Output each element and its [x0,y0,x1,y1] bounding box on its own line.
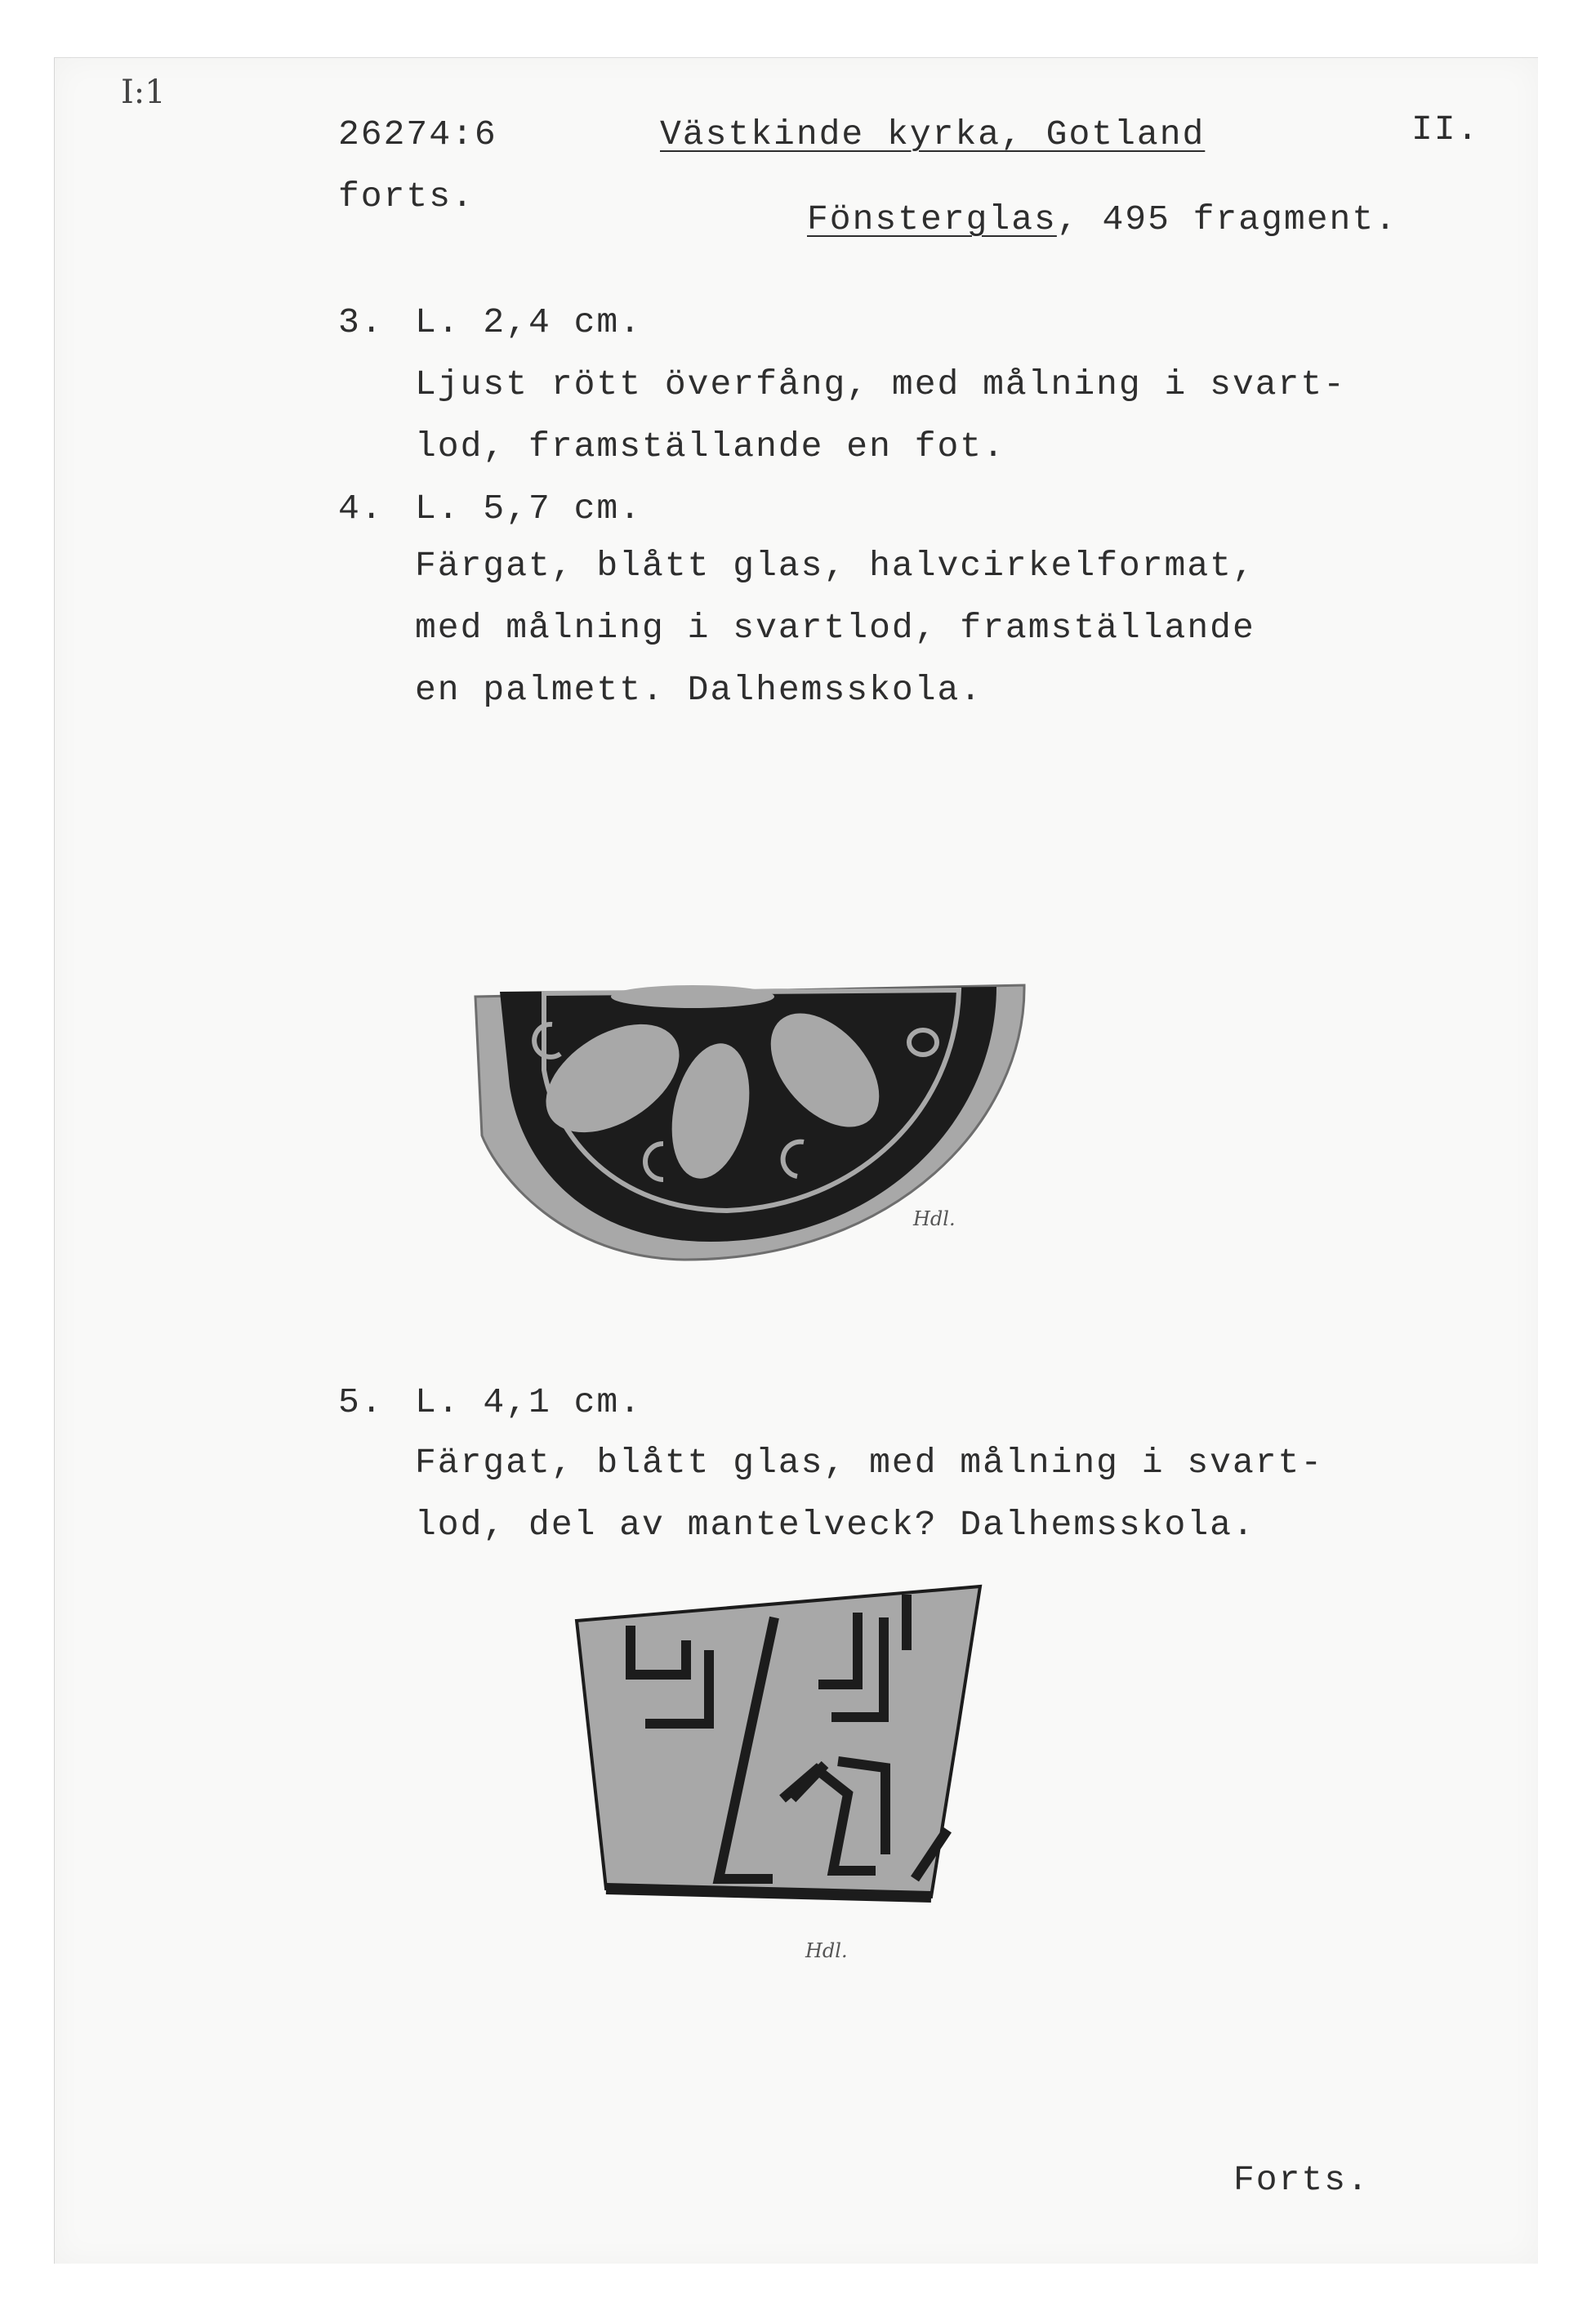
entry-line: Färgat, blått glas, med målning i svart- [415,1443,1324,1483]
entry-size: L. 5,7 cm. [415,489,643,529]
entry-size: L. 2,4 cm. [415,302,643,342]
sheet-number: II. [1411,109,1480,149]
palmette-fragment-drawing [474,972,1045,1266]
object-type: Fönsterglas [807,199,1057,239]
entry-number: 3. [338,302,384,342]
inventory-number: 26274:6 [338,114,497,154]
entry-line: en palmett. Dalhemsskola. [415,670,983,710]
drawing-caption: Hdl. [913,1207,956,1230]
object-count: , 495 fragment. [1056,199,1398,239]
object-heading [807,199,1398,239]
entry-line: Ljust rött överfång, med målning i svart- [415,364,1346,404]
drawing-caption: Hdl. [805,1939,848,1962]
entry-size: L. 4,1 cm. [415,1382,643,1422]
entry-line: med målning i svartlod, framställande [415,608,1255,648]
entry-line: Färgat, blått glas, halvcirkelformat, [415,546,1255,586]
entry-line: lod, del av mantelveck? Dalhemsskola. [415,1505,1255,1545]
entry-line: lod, framställande en fot. [415,426,1005,466]
entry-number: 4. [338,489,384,529]
entry-number: 5. [338,1382,384,1422]
location-title: Västkinde kyrka, Gotland [660,114,1206,154]
corner-mark: I:1 [121,74,166,111]
continued-label: forts. [338,176,475,216]
footer-continued: Forts. [1233,2160,1370,2200]
mantle-fold-fragment-drawing [572,1585,988,1928]
